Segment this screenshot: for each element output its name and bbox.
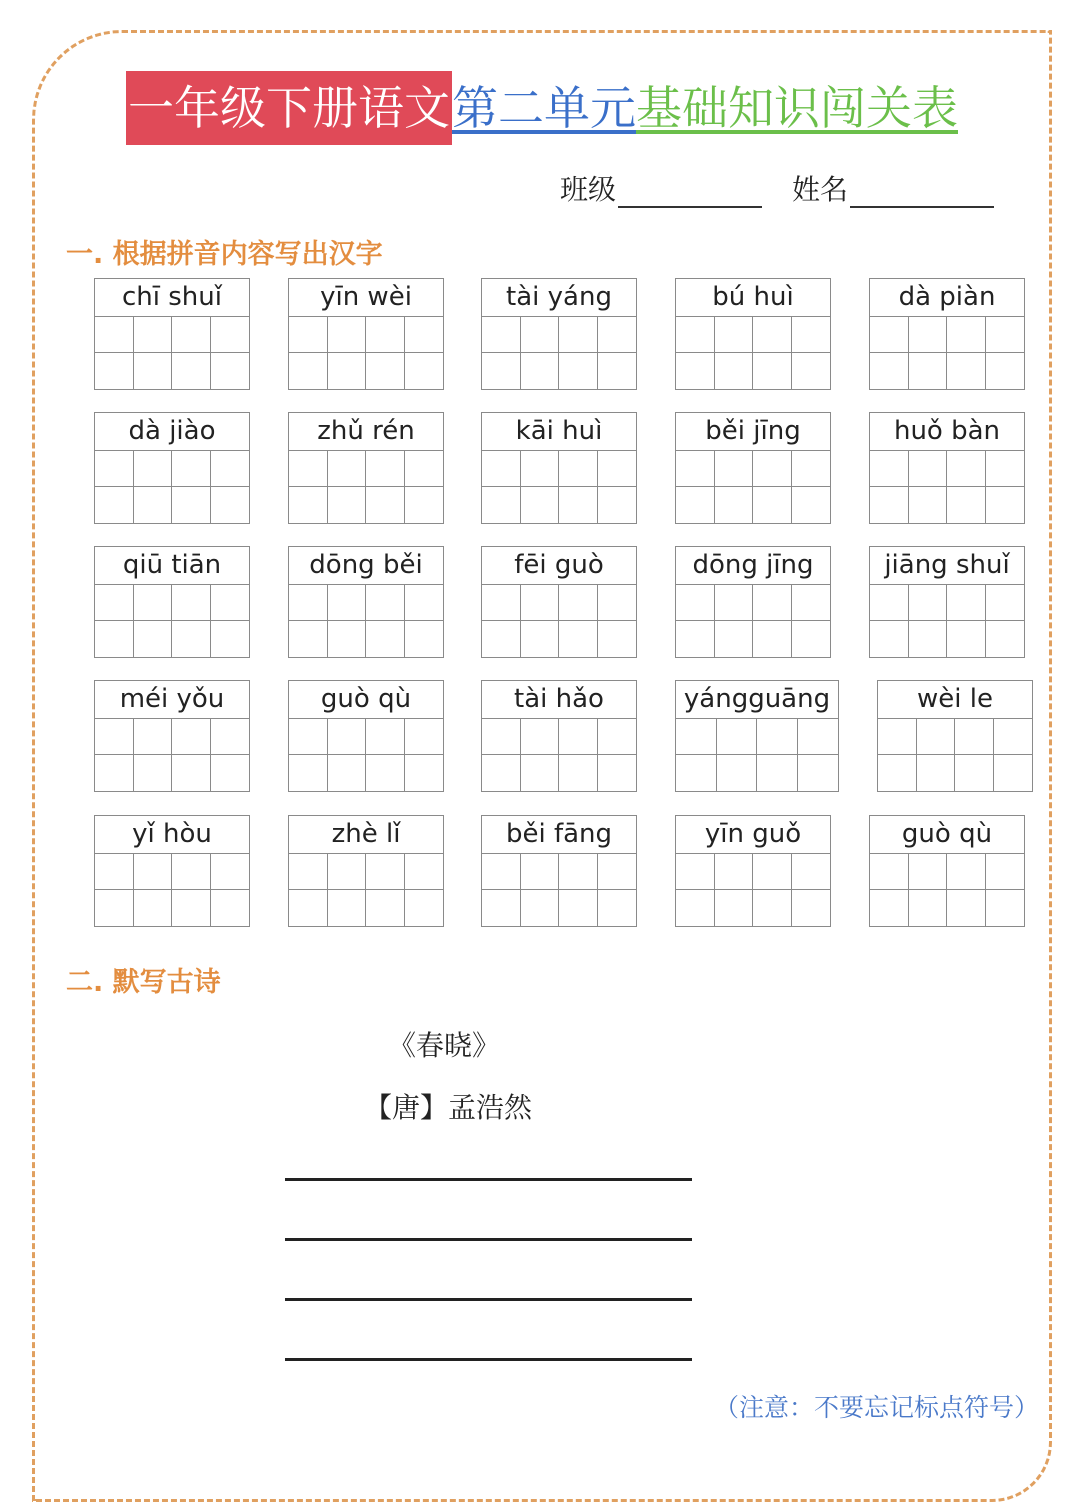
- writing-box[interactable]: [482, 450, 521, 523]
- writing-box[interactable]: [986, 316, 1025, 389]
- pinyin-cell[interactable]: [94, 680, 250, 792]
- pinyin-label: kāi huì: [482, 413, 636, 451]
- pinyin-cell[interactable]: [481, 680, 637, 792]
- writing-box[interactable]: [598, 853, 637, 926]
- poem-author: 【唐】孟浩然: [364, 1091, 533, 1124]
- writing-box[interactable]: [598, 450, 637, 523]
- class-label: 班级: [560, 173, 617, 206]
- pinyin-label: dà jiào: [95, 413, 249, 451]
- writing-box[interactable]: [994, 718, 1033, 791]
- writing-box[interactable]: [753, 853, 792, 926]
- writing-box[interactable]: [676, 316, 715, 389]
- pinyin-label: zhè lǐ: [289, 816, 443, 854]
- writing-box[interactable]: [366, 718, 405, 791]
- pinyin-label: fēi guò: [482, 547, 636, 585]
- writing-box[interactable]: [717, 718, 758, 791]
- worksheet-title: [126, 70, 958, 146]
- writing-box[interactable]: [715, 316, 754, 389]
- pinyin-label: dōng běi: [289, 547, 443, 585]
- pinyin-cell[interactable]: [675, 680, 839, 792]
- pinyin-label: yǐ hòu: [95, 816, 249, 854]
- writing-box[interactable]: [598, 584, 637, 657]
- writing-box[interactable]: [521, 853, 560, 926]
- pinyin-label: jiāng shuǐ: [870, 547, 1024, 585]
- pinyin-label: tài hǎo: [482, 681, 636, 719]
- writing-box[interactable]: [172, 450, 211, 523]
- name-label: 姓名: [792, 173, 849, 206]
- writing-box[interactable]: [521, 316, 560, 389]
- pinyin-cell[interactable]: [288, 815, 444, 927]
- writing-box[interactable]: [870, 853, 909, 926]
- pinyin-label: zhǔ rén: [289, 413, 443, 451]
- writing-box[interactable]: [909, 853, 948, 926]
- writing-box[interactable]: [366, 584, 405, 657]
- pinyin-cell[interactable]: [481, 278, 637, 390]
- writing-box[interactable]: [134, 450, 173, 523]
- pinyin-label: bú huì: [676, 279, 830, 317]
- writing-line[interactable]: [285, 1358, 692, 1361]
- writing-box[interactable]: [211, 584, 250, 657]
- writing-box[interactable]: [598, 718, 637, 791]
- pinyin-cell[interactable]: [288, 278, 444, 390]
- pinyin-label: huǒ bàn: [870, 413, 1024, 451]
- writing-box[interactable]: [289, 316, 328, 389]
- pinyin-cell[interactable]: [675, 815, 831, 927]
- writing-box[interactable]: [172, 316, 211, 389]
- pinyin-cell[interactable]: [94, 546, 250, 658]
- writing-box[interactable]: [289, 450, 328, 523]
- pinyin-cell[interactable]: [869, 278, 1025, 390]
- poem-title: 《春晓》: [388, 1029, 501, 1062]
- writing-box[interactable]: [870, 450, 909, 523]
- writing-box[interactable]: [753, 316, 792, 389]
- writing-box[interactable]: [715, 853, 754, 926]
- pinyin-label: qiū tiān: [95, 547, 249, 585]
- writing-box[interactable]: [366, 316, 405, 389]
- writing-line[interactable]: [285, 1178, 692, 1181]
- writing-box[interactable]: [95, 853, 134, 926]
- writing-box[interactable]: [598, 316, 637, 389]
- writing-box[interactable]: [792, 316, 831, 389]
- writing-box[interactable]: [753, 584, 792, 657]
- writing-box[interactable]: [909, 316, 948, 389]
- pinyin-label: běi fāng: [482, 816, 636, 854]
- writing-box[interactable]: [559, 584, 598, 657]
- writing-box[interactable]: [211, 853, 250, 926]
- pinyin-cell[interactable]: [869, 815, 1025, 927]
- writing-box[interactable]: [870, 316, 909, 389]
- writing-box[interactable]: [559, 316, 598, 389]
- title-subject: 基础知识闯关表: [636, 81, 958, 135]
- writing-box[interactable]: [559, 853, 598, 926]
- writing-line[interactable]: [285, 1238, 692, 1241]
- writing-box[interactable]: [211, 316, 250, 389]
- writing-box[interactable]: [405, 718, 444, 791]
- writing-box[interactable]: [95, 584, 134, 657]
- writing-box[interactable]: [482, 718, 521, 791]
- writing-box[interactable]: [792, 450, 831, 523]
- pinyin-label: wèi le: [878, 681, 1032, 719]
- writing-box[interactable]: [676, 450, 715, 523]
- writing-box[interactable]: [986, 584, 1025, 657]
- pinyin-cell[interactable]: [481, 412, 637, 524]
- writing-box[interactable]: [947, 450, 986, 523]
- pinyin-cell[interactable]: [675, 278, 831, 390]
- pinyin-label: dà piàn: [870, 279, 1024, 317]
- pinyin-label: yīn wèi: [289, 279, 443, 317]
- pinyin-cell[interactable]: [869, 546, 1025, 658]
- writing-box[interactable]: [715, 584, 754, 657]
- writing-box[interactable]: [947, 316, 986, 389]
- writing-box[interactable]: [95, 316, 134, 389]
- writing-box[interactable]: [715, 450, 754, 523]
- pinyin-label: guò qù: [289, 681, 443, 719]
- pinyin-cell[interactable]: [94, 412, 250, 524]
- writing-box[interactable]: [405, 853, 444, 926]
- writing-box[interactable]: [366, 853, 405, 926]
- writing-box[interactable]: [676, 584, 715, 657]
- writing-box[interactable]: [947, 853, 986, 926]
- writing-box[interactable]: [134, 718, 173, 791]
- writing-box[interactable]: [134, 584, 173, 657]
- writing-box[interactable]: [986, 450, 1025, 523]
- writing-box[interactable]: [405, 584, 444, 657]
- pinyin-label: chī shuǐ: [95, 279, 249, 317]
- pinyin-label: běi jīng: [676, 413, 830, 451]
- class-blank[interactable]: [618, 176, 762, 208]
- title-unit: 第二单元: [452, 81, 636, 135]
- writing-box[interactable]: [482, 584, 521, 657]
- writing-box[interactable]: [482, 853, 521, 926]
- pinyin-label: tài yáng: [482, 279, 636, 317]
- writing-box[interactable]: [134, 853, 173, 926]
- pinyin-label: guò qù: [870, 816, 1024, 854]
- writing-box[interactable]: [792, 853, 831, 926]
- section-heading-pinyin: 一. 根据拼音内容写出汉字: [66, 239, 383, 270]
- writing-box[interactable]: [947, 584, 986, 657]
- punctuation-note: （注意：不要忘记标点符号）: [714, 1393, 1040, 1422]
- name-blank[interactable]: [850, 176, 994, 208]
- writing-box[interactable]: [95, 450, 134, 523]
- writing-box[interactable]: [986, 853, 1025, 926]
- writing-box[interactable]: [559, 718, 598, 791]
- writing-box[interactable]: [328, 450, 367, 523]
- pinyin-label: yīn guǒ: [676, 816, 830, 854]
- pinyin-cell[interactable]: [94, 278, 250, 390]
- writing-box[interactable]: [211, 718, 250, 791]
- writing-box[interactable]: [792, 584, 831, 657]
- writing-box[interactable]: [328, 316, 367, 389]
- writing-box[interactable]: [559, 450, 598, 523]
- writing-box[interactable]: [909, 450, 948, 523]
- pinyin-cell[interactable]: [675, 546, 831, 658]
- writing-box[interactable]: [289, 853, 328, 926]
- pinyin-cell[interactable]: [288, 546, 444, 658]
- writing-box[interactable]: [366, 450, 405, 523]
- writing-box[interactable]: [521, 718, 560, 791]
- writing-box[interactable]: [328, 718, 367, 791]
- writing-box[interactable]: [134, 316, 173, 389]
- writing-line[interactable]: [285, 1298, 692, 1301]
- writing-box[interactable]: [955, 718, 994, 791]
- writing-box[interactable]: [798, 718, 839, 791]
- writing-box[interactable]: [870, 584, 909, 657]
- writing-box[interactable]: [521, 584, 560, 657]
- writing-box[interactable]: [289, 584, 328, 657]
- writing-box[interactable]: [909, 584, 948, 657]
- writing-box[interactable]: [753, 450, 792, 523]
- title-grade: 一年级下册语文: [126, 71, 452, 145]
- writing-box[interactable]: [172, 853, 211, 926]
- pinyin-cell[interactable]: [288, 680, 444, 792]
- pinyin-cell[interactable]: [869, 412, 1025, 524]
- writing-box[interactable]: [405, 450, 444, 523]
- pinyin-cell[interactable]: [877, 680, 1033, 792]
- pinyin-label: yángguāng: [676, 681, 838, 719]
- name-field[interactable]: [792, 168, 994, 208]
- section-heading-poem: 二. 默写古诗: [66, 967, 221, 998]
- writing-box[interactable]: [878, 718, 917, 791]
- pinyin-cell[interactable]: [94, 815, 250, 927]
- pinyin-cell[interactable]: [481, 546, 637, 658]
- writing-box[interactable]: [289, 718, 328, 791]
- writing-box[interactable]: [95, 718, 134, 791]
- pinyin-label: méi yǒu: [95, 681, 249, 719]
- writing-box[interactable]: [521, 450, 560, 523]
- writing-box[interactable]: [917, 718, 956, 791]
- pinyin-cell[interactable]: [481, 815, 637, 927]
- writing-box[interactable]: [328, 853, 367, 926]
- pinyin-cell[interactable]: [675, 412, 831, 524]
- writing-box[interactable]: [676, 718, 717, 791]
- writing-box[interactable]: [757, 718, 798, 791]
- writing-box[interactable]: [328, 584, 367, 657]
- writing-box[interactable]: [172, 584, 211, 657]
- writing-box[interactable]: [211, 450, 250, 523]
- pinyin-label: dōng jīng: [676, 547, 830, 585]
- class-field[interactable]: [560, 168, 762, 208]
- writing-box[interactable]: [482, 316, 521, 389]
- pinyin-cell[interactable]: [288, 412, 444, 524]
- writing-box[interactable]: [676, 853, 715, 926]
- writing-box[interactable]: [405, 316, 444, 389]
- writing-box[interactable]: [172, 718, 211, 791]
